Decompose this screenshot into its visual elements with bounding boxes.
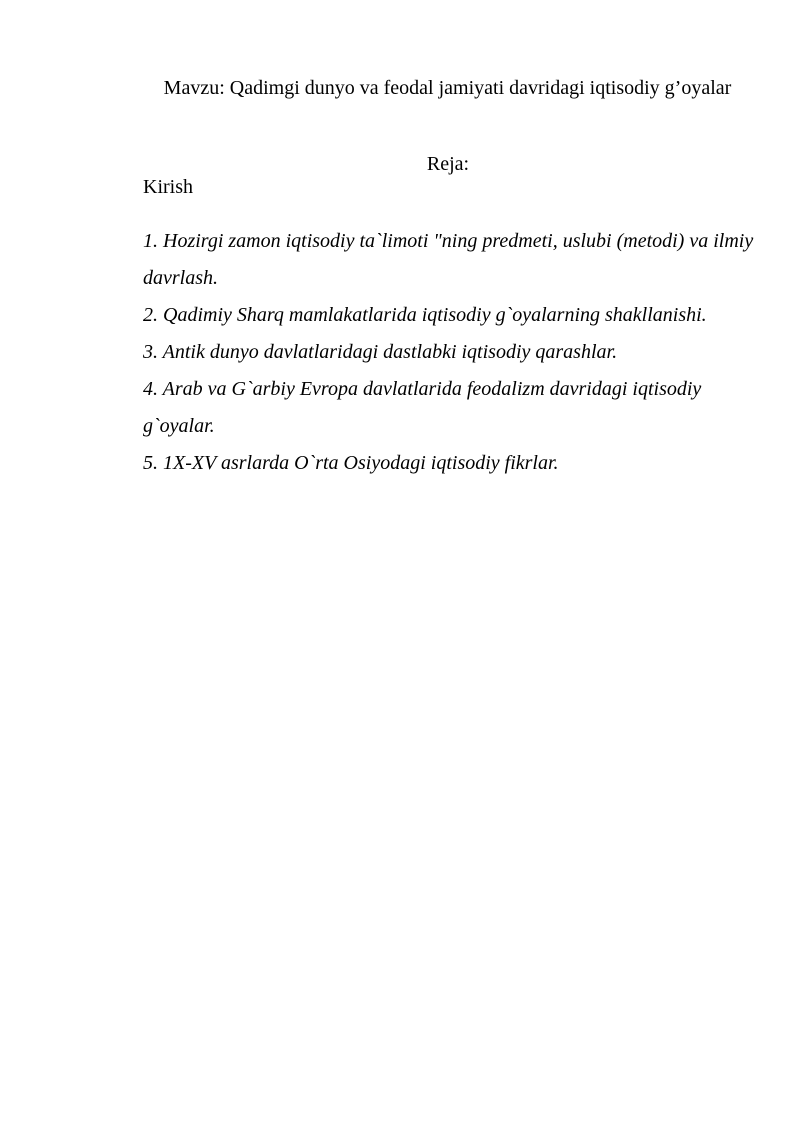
plan-heading: Reja:	[426, 153, 470, 175]
plan-item: 3. Antik dunyo davlatlaridagi dastlabki iqtisodiy qarashlar.	[143, 341, 618, 363]
document-title: Mavzu: Qadimgi dunyo va feodal jamiyati davridagi iqtisodiy g’oyalar	[163, 77, 732, 99]
plan-item: 5. 1X-XV asrlarda O`rta Osiyodagi iqtisodiy fikrlar.	[143, 452, 559, 474]
plan-item: 2. Qadimiy Sharq mamlakatlarida iqtisodiy g`oyalarning shakllanishi.	[143, 304, 707, 326]
plan-item: 1. Hozirgi zamon iqtisodiy ta`limoti "ning predmeti, uslubi (metodi) va ilmiy davrlash.	[143, 230, 754, 289]
plan-list	[143, 223, 763, 482]
intro-label: Kirish	[143, 176, 193, 198]
plan-item: 4. Arab va G`arbiy Evropa davlatlarida feodalizm davridagi iqtisodiy g`oyalar.	[143, 378, 702, 437]
